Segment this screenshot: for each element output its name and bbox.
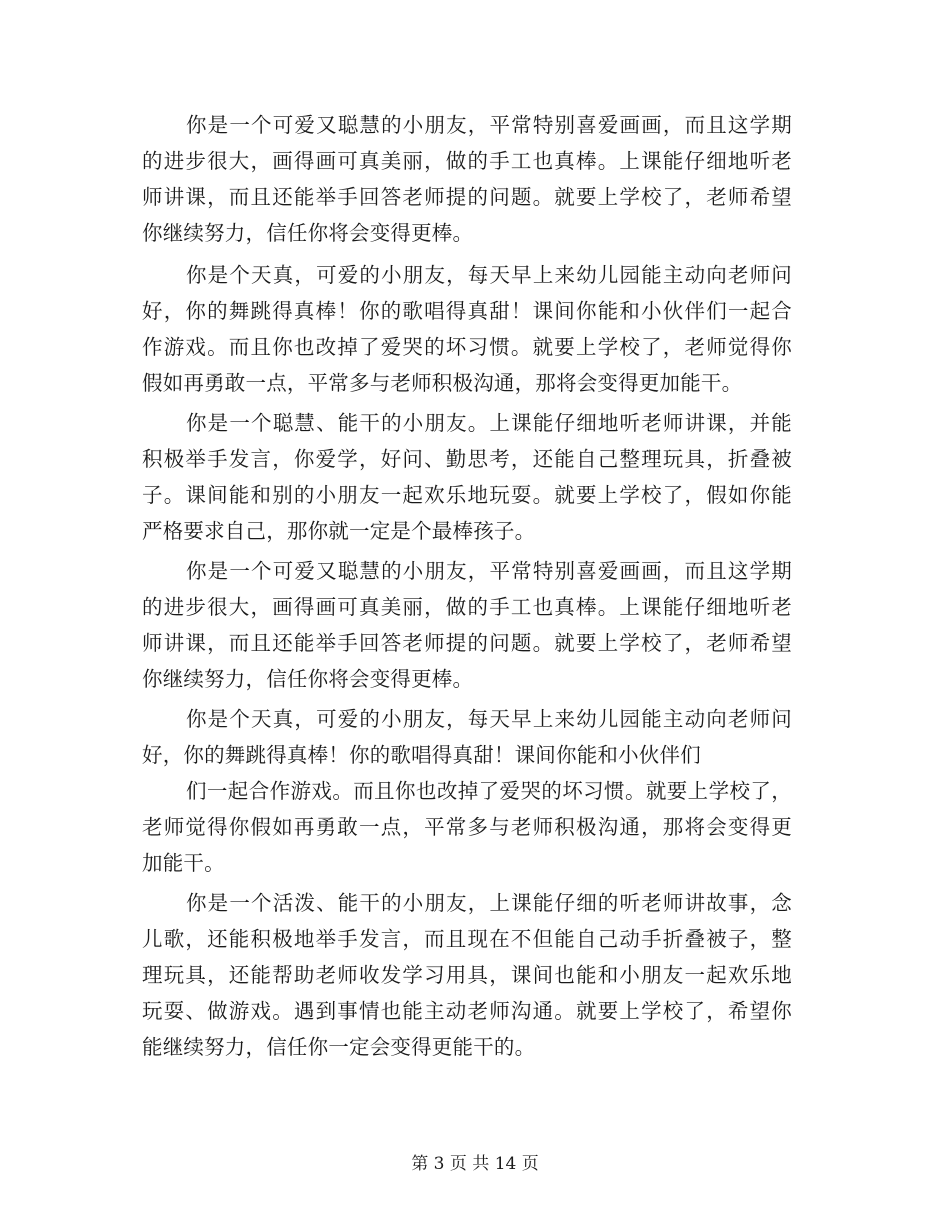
paragraph-1-line-3: 师讲课，而且还能举手回答老师提的问题。就要上学校了，老师希望 [142, 185, 792, 209]
paragraph-7-line-1: 你是一个活泼、能干的小朋友，上课能仔细的听老师讲故事，念 [186, 891, 792, 915]
paragraph-3-line-2: 积极举手发言，你爱学，好问、勤思考，还能自己整理玩具，折叠被 [142, 447, 792, 471]
page-number-footer: 第 3 页 共 14 页 [411, 1154, 539, 1174]
paragraph-2-line-3: 作游戏。而且你也改掉了爱哭的坏习惯。就要上学校了，老师觉得你 [142, 335, 792, 359]
paragraph-4-line-1: 你是一个可爱又聪慧的小朋友，平常特别喜爱画画，而且这学期 [186, 559, 792, 583]
paragraph-2-line-4: 假如再勇敢一点，平常多与老师积极沟通，那将会变得更加能干。 [142, 371, 743, 395]
paragraph-5-line-2: 好，你的舞跳得真棒！你的歌唱得真甜！课间你能和小伙伴们 [142, 743, 701, 767]
paragraph-3-line-4: 严格要求自己，那你就一定是个最棒孩子。 [142, 519, 536, 543]
paragraph-6-line-1: 们一起合作游戏。而且你也改掉了爱哭的坏习惯。就要上学校了， [186, 779, 792, 803]
paragraph-4-line-2: 的进步很大，画得画可真美丽，做的手工也真棒。上课能仔细地听老 [142, 595, 792, 619]
paragraph-4-line-4: 你继续努力，信任你将会变得更棒。 [142, 667, 474, 691]
paragraph-2-line-2: 好，你的舞跳得真棒！你的歌唱得真甜！课间你能和小伙伴们一起合 [142, 299, 792, 323]
paragraph-1-line-4: 你继续努力，信任你将会变得更棒。 [142, 221, 474, 245]
paragraph-2-line-1: 你是个天真，可爱的小朋友，每天早上来幼儿园能主动向老师问 [186, 263, 792, 287]
paragraph-1-line-1: 你是一个可爱又聪慧的小朋友，平常特别喜爱画画，而且这学期 [186, 113, 792, 137]
paragraph-7-line-2: 儿歌，还能积极地举手发言，而且现在不但能自己动手折叠被子，整 [142, 927, 792, 951]
paragraph-1-line-2: 的进步很大，画得画可真美丽，做的手工也真棒。上课能仔细地听老 [142, 149, 792, 173]
paragraph-7-line-4: 玩耍、做游戏。遇到事情也能主动老师沟通。就要上学校了，希望你 [142, 999, 792, 1023]
paragraph-7-line-3: 理玩具，还能帮助老师收发学习用具，课间也能和小朋友一起欢乐地 [142, 963, 792, 987]
paragraph-7-line-5: 能继续努力，信任你一定会变得更能干的。 [142, 1035, 536, 1059]
paragraph-4-line-3: 师讲课，而且还能举手回答老师提的问题。就要上学校了，老师希望 [142, 631, 792, 655]
paragraph-5-line-1: 你是个天真，可爱的小朋友，每天早上来幼儿园能主动向老师问 [186, 707, 792, 731]
paragraph-6-line-3: 加能干。 [142, 851, 225, 875]
paragraph-3-line-1: 你是一个聪慧、能干的小朋友。上课能仔细地听老师讲课，并能 [186, 411, 792, 435]
paragraph-6-line-2: 老师觉得你假如再勇敢一点，平常多与老师积极沟通，那将会变得更 [142, 815, 792, 839]
paragraph-3-line-3: 子。课间能和别的小朋友一起欢乐地玩耍。就要上学校了，假如你能 [142, 483, 792, 507]
